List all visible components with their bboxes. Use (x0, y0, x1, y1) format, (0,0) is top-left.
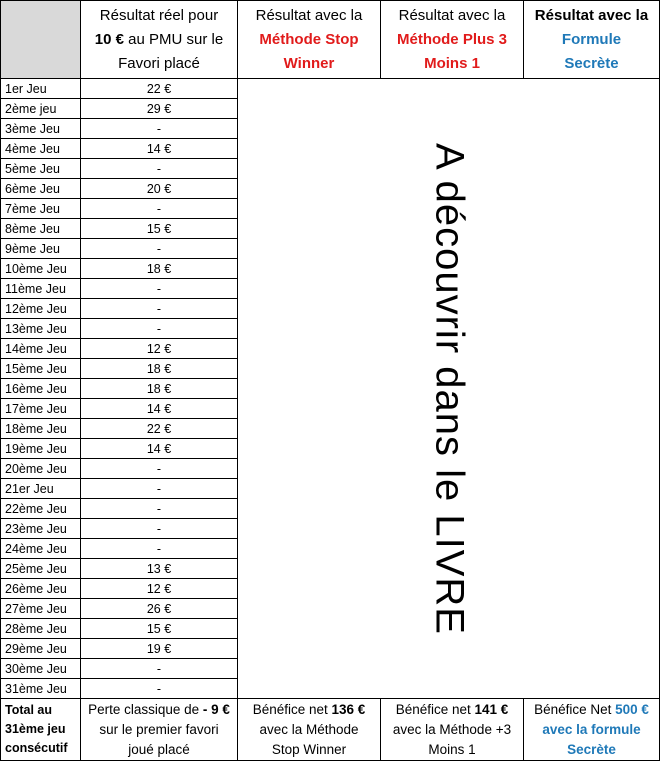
header-stop-winner (238, 1, 381, 79)
footer-loss-line2: sur le premier favori (99, 721, 219, 737)
row-value: - (81, 159, 238, 179)
row-label: 2ème jeu (1, 99, 81, 119)
row-label: 21er Jeu (1, 479, 81, 499)
row-value: 15 € (81, 219, 238, 239)
footer-plus3-line3: Moins 1 (428, 741, 476, 757)
row-label: 28ème Jeu (1, 619, 81, 639)
row-label: 6ème Jeu (1, 179, 81, 199)
row-label: 25ème Jeu (1, 559, 81, 579)
row-label: 23ème Jeu (1, 519, 81, 539)
row-value: 18 € (81, 259, 238, 279)
row-label: 10ème Jeu (1, 259, 81, 279)
row-value: 26 € (81, 599, 238, 619)
row-value: 22 € (81, 79, 238, 99)
row-label: 17ème Jeu (1, 399, 81, 419)
footer-secret-line1: Bénéfice Net (534, 701, 616, 717)
row-label: 24ème Jeu (1, 539, 81, 559)
teaser-wrap (238, 79, 659, 698)
row-value: 12 € (81, 339, 238, 359)
row-label: 19ème Jeu (1, 439, 81, 459)
row-value: 19 € (81, 639, 238, 659)
footer-plus3-moins1 (381, 699, 524, 761)
header-plus3-line2: Méthode Plus 3 (396, 30, 508, 48)
header-secret-line3: Secrète (564, 54, 619, 72)
footer-row (1, 699, 660, 761)
corner-cell (1, 1, 81, 79)
footer-secret-amount: 500 € (615, 701, 649, 717)
row-value: - (81, 539, 238, 559)
row-label: 22ème Jeu (1, 499, 81, 519)
row-label: 27ème Jeu (1, 599, 81, 619)
row-value: 14 € (81, 399, 238, 419)
header-plus3-line3: Moins 1 (424, 54, 480, 72)
row-value: - (81, 679, 238, 699)
header-stop-winner-line2: Méthode Stop (259, 30, 359, 48)
row-value: 12 € (81, 579, 238, 599)
footer-loss-line1: Perte classique de (88, 701, 203, 717)
row-value: - (81, 659, 238, 679)
footer-stop-amount: 136 € (331, 701, 366, 717)
row-label: 5ème Jeu (1, 159, 81, 179)
row-label: 11ème Jeu (1, 279, 81, 299)
header-real-result-line2: au PMU sur le (124, 30, 224, 48)
row-value: 14 € (81, 439, 238, 459)
row-label: 8ème Jeu (1, 219, 81, 239)
header-plus3-line1: Résultat avec la (398, 6, 506, 24)
row-value: - (81, 119, 238, 139)
row-value: - (81, 299, 238, 319)
row-label: 29ème Jeu (1, 639, 81, 659)
row-label: 13ème Jeu (1, 319, 81, 339)
footer-stop-line1: Bénéfice net (252, 701, 332, 717)
row-value: - (81, 499, 238, 519)
footer-label-line1: Total au (5, 703, 52, 717)
header-secret-line2: Formule (561, 30, 622, 48)
header-real-result (81, 1, 238, 79)
header-secret-line1: Résultat avec la (534, 6, 649, 24)
footer-classic-loss (81, 699, 238, 761)
row-value: - (81, 279, 238, 299)
row-label: 1er Jeu (1, 79, 81, 99)
footer-loss-amount: - 9 € (202, 701, 230, 717)
header-real-result-amount: 10 € (94, 30, 124, 48)
header-real-result-line1: Résultat réel pour (99, 6, 219, 24)
row-value: 22 € (81, 419, 238, 439)
footer-stop-line2: avec la Méthode (259, 721, 359, 737)
footer-label-line2: 31ème jeu (5, 722, 66, 736)
row-value: 20 € (81, 179, 238, 199)
header-real-result-line3: Favori placé (118, 54, 200, 72)
row-label: 30ème Jeu (1, 659, 81, 679)
row-value: 29 € (81, 99, 238, 119)
teaser-text: A découvrir dans le LIVRE (427, 142, 471, 635)
row-label: 16ème Jeu (1, 379, 81, 399)
merged-teaser-cell (238, 79, 660, 699)
row-label: 26ème Jeu (1, 579, 81, 599)
row-value: - (81, 479, 238, 499)
row-label: 7ème Jeu (1, 199, 81, 219)
row-label: 31ème Jeu (1, 679, 81, 699)
footer-secret-line2: avec la formule (542, 721, 641, 737)
footer-loss-line3: joué placé (128, 741, 190, 757)
row-value: 18 € (81, 359, 238, 379)
row-value: - (81, 519, 238, 539)
row-value: 18 € (81, 379, 238, 399)
row-value: 13 € (81, 559, 238, 579)
row-value: - (81, 459, 238, 479)
footer-stop-winner (238, 699, 381, 761)
footer-plus3-line1: Bénéfice net (395, 701, 475, 717)
footer-stop-line3: Stop Winner (271, 741, 347, 757)
row-value: - (81, 199, 238, 219)
header-stop-winner-line3: Winner (283, 54, 335, 72)
table-row (1, 79, 660, 99)
footer-plus3-line2: avec la Méthode +3 (392, 721, 512, 737)
header-plus3-moins1 (381, 1, 524, 79)
row-value: 14 € (81, 139, 238, 159)
row-label: 14ème Jeu (1, 339, 81, 359)
header-secret-formula (524, 1, 660, 79)
footer-secret-line3: Secrète (567, 741, 616, 757)
footer-total-label (1, 699, 81, 761)
footer-label-line3: consécutif (5, 741, 68, 755)
header-stop-winner-line1: Résultat avec la (255, 6, 363, 24)
row-label: 18ème Jeu (1, 419, 81, 439)
footer-plus3-amount: 141 € (474, 701, 509, 717)
row-value: - (81, 319, 238, 339)
row-label: 12ème Jeu (1, 299, 81, 319)
row-label: 20ème Jeu (1, 459, 81, 479)
row-label: 4ème Jeu (1, 139, 81, 159)
row-label: 3ème Jeu (1, 119, 81, 139)
row-value: - (81, 239, 238, 259)
header-row (1, 1, 660, 79)
footer-secret-formula (524, 699, 660, 761)
row-label: 15ème Jeu (1, 359, 81, 379)
row-label: 9ème Jeu (1, 239, 81, 259)
row-value: 15 € (81, 619, 238, 639)
